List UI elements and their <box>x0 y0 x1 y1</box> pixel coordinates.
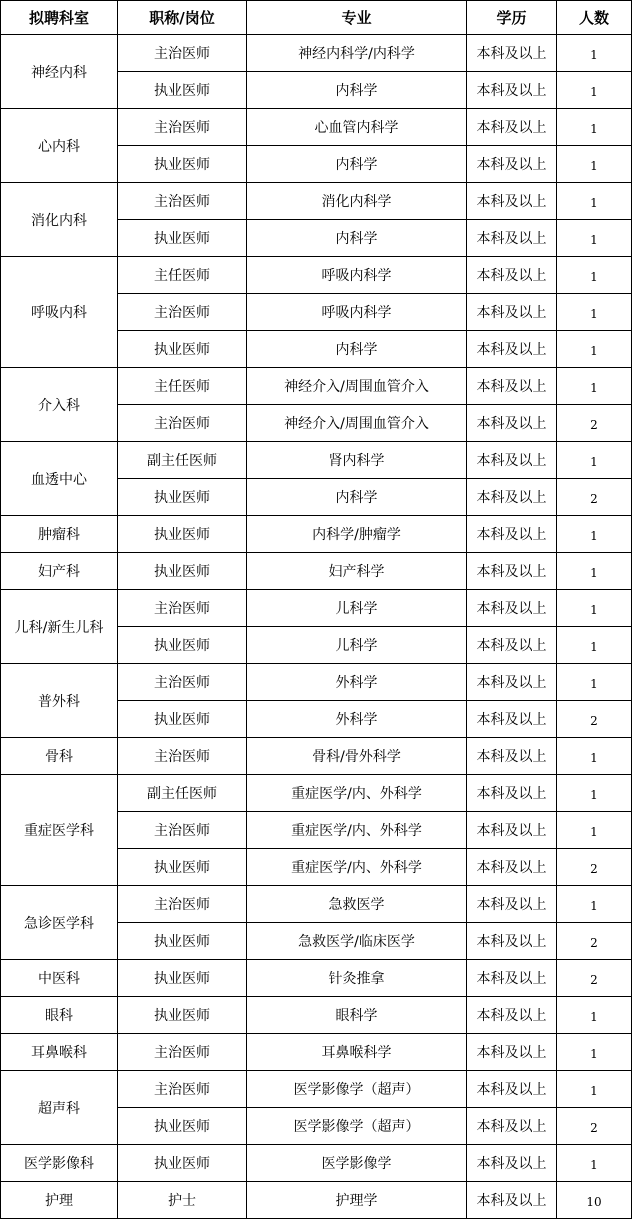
major-cell: 神经介入/周围血管介入 <box>247 368 467 405</box>
education-cell: 本科及以上 <box>467 35 557 72</box>
title-cell: 执业医师 <box>118 72 247 109</box>
education-cell: 本科及以上 <box>467 1034 557 1071</box>
major-cell: 内科学 <box>247 72 467 109</box>
education-cell: 本科及以上 <box>467 442 557 479</box>
education-cell: 本科及以上 <box>467 701 557 738</box>
title-cell: 执业医师 <box>118 220 247 257</box>
title-cell: 执业医师 <box>118 516 247 553</box>
department-cell: 中医科 <box>1 960 118 997</box>
department-cell: 急诊医学科 <box>1 886 118 960</box>
count-cell: 2 <box>557 1108 632 1145</box>
major-cell: 内科学 <box>247 220 467 257</box>
count-cell: 2 <box>557 479 632 516</box>
title-cell: 执业医师 <box>118 997 247 1034</box>
table-row <box>1 109 632 146</box>
education-cell: 本科及以上 <box>467 775 557 812</box>
education-cell: 本科及以上 <box>467 1108 557 1145</box>
title-cell: 护士 <box>118 1182 247 1219</box>
table-row <box>1 553 632 590</box>
major-cell: 内科学 <box>247 146 467 183</box>
count-cell: 2 <box>557 405 632 442</box>
header-count: 人数 <box>557 1 632 35</box>
header-row <box>1 1 632 35</box>
title-cell: 执业医师 <box>118 1145 247 1182</box>
department-cell: 骨科 <box>1 738 118 775</box>
title-cell: 执业医师 <box>118 479 247 516</box>
table-row <box>1 1182 632 1219</box>
major-cell: 心血管内科学 <box>247 109 467 146</box>
department-cell: 护理 <box>1 1182 118 1219</box>
department-cell: 消化内科 <box>1 183 118 257</box>
department-cell: 医学影像科 <box>1 1145 118 1182</box>
education-cell: 本科及以上 <box>467 812 557 849</box>
count-cell: 1 <box>557 146 632 183</box>
education-cell: 本科及以上 <box>467 109 557 146</box>
title-cell: 执业医师 <box>118 553 247 590</box>
title-cell: 执业医师 <box>118 923 247 960</box>
title-cell: 主治医师 <box>118 183 247 220</box>
education-cell: 本科及以上 <box>467 590 557 627</box>
header-title: 职称/岗位 <box>118 1 247 35</box>
table-row <box>1 257 632 294</box>
header-major: 专业 <box>247 1 467 35</box>
count-cell: 1 <box>557 220 632 257</box>
title-cell: 主治医师 <box>118 35 247 72</box>
title-cell: 执业医师 <box>118 627 247 664</box>
table-row <box>1 368 632 405</box>
header-department: 拟聘科室 <box>1 1 118 35</box>
table-row <box>1 1071 632 1108</box>
major-cell: 骨科/骨外科学 <box>247 738 467 775</box>
education-cell: 本科及以上 <box>467 146 557 183</box>
count-cell: 1 <box>557 664 632 701</box>
department-cell: 耳鼻喉科 <box>1 1034 118 1071</box>
major-cell: 消化内科学 <box>247 183 467 220</box>
major-cell: 内科学 <box>247 331 467 368</box>
title-cell: 主治医师 <box>118 738 247 775</box>
count-cell: 2 <box>557 849 632 886</box>
major-cell: 重症医学/内、外科学 <box>247 812 467 849</box>
count-cell: 1 <box>557 442 632 479</box>
department-cell: 超声科 <box>1 1071 118 1145</box>
major-cell: 重症医学/内、外科学 <box>247 849 467 886</box>
major-cell: 神经内科学/内科学 <box>247 35 467 72</box>
header-education: 学历 <box>467 1 557 35</box>
count-cell: 1 <box>557 516 632 553</box>
table-row <box>1 886 632 923</box>
department-cell: 妇产科 <box>1 553 118 590</box>
major-cell: 呼吸内科学 <box>247 257 467 294</box>
count-cell: 1 <box>557 294 632 331</box>
title-cell: 主治医师 <box>118 109 247 146</box>
education-cell: 本科及以上 <box>467 1071 557 1108</box>
education-cell: 本科及以上 <box>467 257 557 294</box>
table-row <box>1 442 632 479</box>
count-cell: 2 <box>557 960 632 997</box>
count-cell: 1 <box>557 997 632 1034</box>
title-cell: 主治医师 <box>118 590 247 627</box>
count-cell: 2 <box>557 701 632 738</box>
table-body <box>1 35 632 1219</box>
education-cell: 本科及以上 <box>467 1182 557 1219</box>
count-cell: 1 <box>557 183 632 220</box>
count-cell: 1 <box>557 886 632 923</box>
department-cell: 介入科 <box>1 368 118 442</box>
education-cell: 本科及以上 <box>467 923 557 960</box>
major-cell: 儿科学 <box>247 590 467 627</box>
table-row <box>1 775 632 812</box>
education-cell: 本科及以上 <box>467 886 557 923</box>
title-cell: 主任医师 <box>118 368 247 405</box>
title-cell: 执业医师 <box>118 849 247 886</box>
education-cell: 本科及以上 <box>467 997 557 1034</box>
title-cell: 执业医师 <box>118 701 247 738</box>
count-cell: 2 <box>557 923 632 960</box>
title-cell: 主治医师 <box>118 886 247 923</box>
count-cell: 1 <box>557 775 632 812</box>
major-cell: 急救医学/临床医学 <box>247 923 467 960</box>
education-cell: 本科及以上 <box>467 516 557 553</box>
department-cell: 血透中心 <box>1 442 118 516</box>
department-cell: 儿科/新生儿科 <box>1 590 118 664</box>
title-cell: 主治医师 <box>118 405 247 442</box>
education-cell: 本科及以上 <box>467 220 557 257</box>
education-cell: 本科及以上 <box>467 1145 557 1182</box>
count-cell: 1 <box>557 257 632 294</box>
title-cell: 副主任医师 <box>118 442 247 479</box>
title-cell: 主治医师 <box>118 664 247 701</box>
count-cell: 1 <box>557 35 632 72</box>
title-cell: 执业医师 <box>118 146 247 183</box>
department-cell: 心内科 <box>1 109 118 183</box>
table-row <box>1 1145 632 1182</box>
major-cell: 医学影像学 <box>247 1145 467 1182</box>
department-cell: 肿瘤科 <box>1 516 118 553</box>
table-row <box>1 664 632 701</box>
department-cell: 神经内科 <box>1 35 118 109</box>
count-cell: 1 <box>557 1145 632 1182</box>
education-cell: 本科及以上 <box>467 368 557 405</box>
title-cell: 执业医师 <box>118 331 247 368</box>
major-cell: 肾内科学 <box>247 442 467 479</box>
education-cell: 本科及以上 <box>467 72 557 109</box>
education-cell: 本科及以上 <box>467 553 557 590</box>
major-cell: 内科学 <box>247 479 467 516</box>
education-cell: 本科及以上 <box>467 294 557 331</box>
major-cell: 呼吸内科学 <box>247 294 467 331</box>
title-cell: 主治医师 <box>118 812 247 849</box>
count-cell: 1 <box>557 1034 632 1071</box>
major-cell: 外科学 <box>247 664 467 701</box>
title-cell: 主任医师 <box>118 257 247 294</box>
count-cell: 1 <box>557 1071 632 1108</box>
major-cell: 医学影像学（超声） <box>247 1071 467 1108</box>
major-cell: 医学影像学（超声） <box>247 1108 467 1145</box>
education-cell: 本科及以上 <box>467 331 557 368</box>
major-cell: 儿科学 <box>247 627 467 664</box>
major-cell: 眼科学 <box>247 997 467 1034</box>
title-cell: 副主任医师 <box>118 775 247 812</box>
department-cell: 普外科 <box>1 664 118 738</box>
major-cell: 重症医学/内、外科学 <box>247 775 467 812</box>
title-cell: 执业医师 <box>118 1108 247 1145</box>
education-cell: 本科及以上 <box>467 960 557 997</box>
major-cell: 护理学 <box>247 1182 467 1219</box>
count-cell: 1 <box>557 72 632 109</box>
count-cell: 1 <box>557 368 632 405</box>
major-cell: 外科学 <box>247 701 467 738</box>
count-cell: 1 <box>557 590 632 627</box>
count-cell: 10 <box>557 1182 632 1219</box>
count-cell: 1 <box>557 553 632 590</box>
major-cell: 耳鼻喉科学 <box>247 1034 467 1071</box>
table-row <box>1 35 632 72</box>
education-cell: 本科及以上 <box>467 738 557 775</box>
table-row <box>1 997 632 1034</box>
table-row <box>1 960 632 997</box>
education-cell: 本科及以上 <box>467 627 557 664</box>
count-cell: 1 <box>557 331 632 368</box>
education-cell: 本科及以上 <box>467 183 557 220</box>
title-cell: 主治医师 <box>118 1071 247 1108</box>
count-cell: 1 <box>557 109 632 146</box>
major-cell: 内科学/肿瘤学 <box>247 516 467 553</box>
table-row <box>1 516 632 553</box>
major-cell: 神经介入/周围血管介入 <box>247 405 467 442</box>
education-cell: 本科及以上 <box>467 664 557 701</box>
count-cell: 1 <box>557 812 632 849</box>
count-cell: 1 <box>557 627 632 664</box>
major-cell: 急救医学 <box>247 886 467 923</box>
title-cell: 执业医师 <box>118 960 247 997</box>
table-row <box>1 590 632 627</box>
title-cell: 主治医师 <box>118 294 247 331</box>
department-cell: 眼科 <box>1 997 118 1034</box>
department-cell: 重症医学科 <box>1 775 118 886</box>
table-row <box>1 738 632 775</box>
major-cell: 妇产科学 <box>247 553 467 590</box>
count-cell: 1 <box>557 738 632 775</box>
education-cell: 本科及以上 <box>467 405 557 442</box>
title-cell: 主治医师 <box>118 1034 247 1071</box>
education-cell: 本科及以上 <box>467 479 557 516</box>
table-row <box>1 183 632 220</box>
department-cell: 呼吸内科 <box>1 257 118 368</box>
major-cell: 针灸推拿 <box>247 960 467 997</box>
education-cell: 本科及以上 <box>467 849 557 886</box>
table-row <box>1 1034 632 1071</box>
